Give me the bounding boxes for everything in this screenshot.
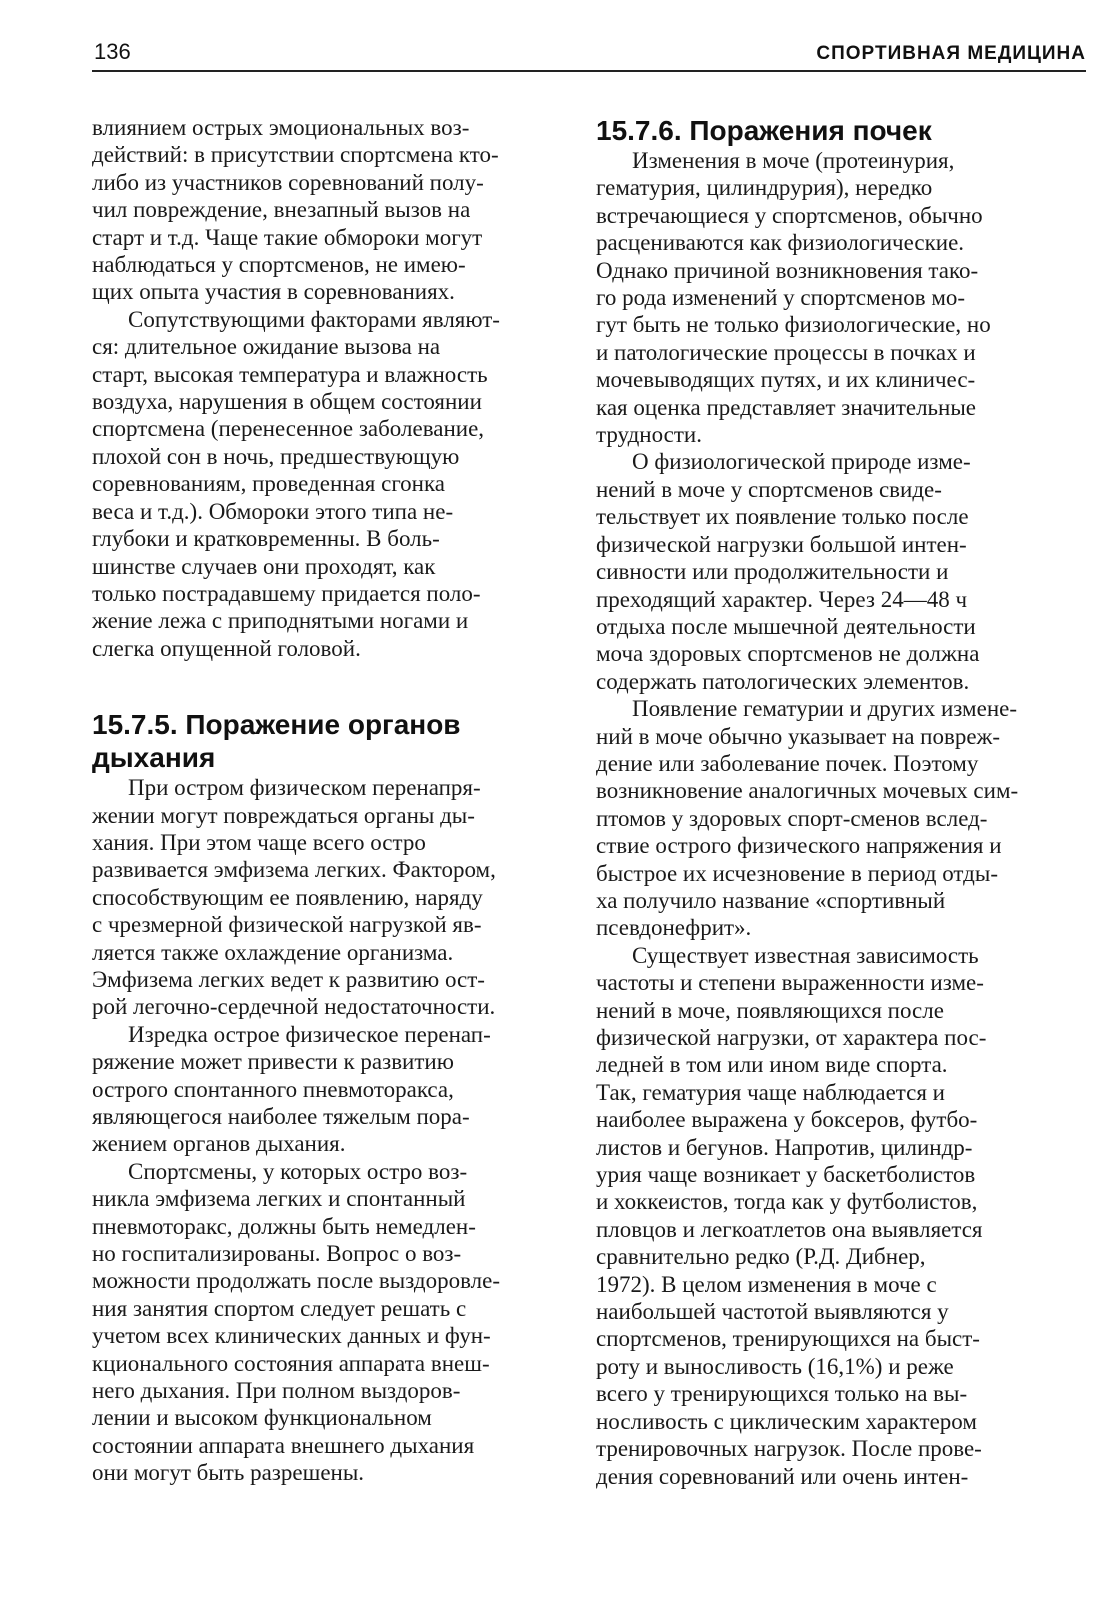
right-column (596, 114, 1058, 1490)
running-title: СПОРТИВНАЯ МЕДИЦИНА (816, 43, 1086, 64)
header-divider (92, 70, 1086, 72)
section-heading-kidney: 15.7.6. Поражения почек (596, 115, 932, 146)
paragraph: Изменения в моче (протеинурия, гематурия, цилиндрурия), нередко встречающиеся у спортсменов, обычно расцениваются как физиологические. Однако причиной возникновения тако- го рода изменений у спортсменов мо- гут быть не только физиологические, но и патологические процессы в почках и мочевыводящих путях, и их клиничес- кая оценка представляет значительные трудности. (596, 148, 991, 448)
left-column (92, 114, 550, 1487)
paragraph: влиянием острых эмоциональных воз- действий: в присутствии спортсмена кто- либо из участников соревнований полу- чил повреждение, внезапный вызов на старт и т.д. Чаще такие обмороки могут наблюдаться у спортсменов, не имею- щих опыта участия в соревнованиях. (92, 115, 499, 305)
paragraph: Появление гематурии и других измене- ний в моче обычно указывает на повреж- дение или заболевание почек. Поэтому возникновение аналогичных мочевых сим- птомов у здоровых спорт-сменов вслед- ствие острого физического напряжения и быстрое их исчезновение в период отды- ха получило название «спортивный псевдонефрит». (596, 696, 1019, 941)
paragraph: Изредка острое физическое перенап- ряжение может привести к развитию острого спонтанного пневмоторакса, являющегося наиболее тяжелым пора- жением органов дыхания. (92, 1021, 491, 1157)
paragraph: Существует известная зависимость частоты и степени выраженности изме- нений в моче, появляющихся после физической нагрузки, от характера пос- ледней в том или ином виде спорта. Так, гематурия чаще наблюдается и наиболее выражена у боксеров, футбо- листов и бегунов. Напротив, цилиндр- урия чаще возникает у баскетболистов и хоккеистов, тогда как у футболистов, пловцов и легкоатлетов она выявляется сравнительно редко (Р.Д. Дибнер, 1972). В целом изменения в моче с наибольшей частотой выявляются у спортсменов, тренирующихся на быст- роту и выносливость (16,1%) и реже всего у тренирующихся только на вы- носливость с циклическим характером тренировочных нагрузок. После прове- дения соревнований или очень интен- (596, 942, 987, 1489)
paragraph: О физиологической природе изме- нений в моче у спортсменов свиде- тельствует их появление только после физической нагрузки большой интен- сивности или продолжительности и преходящий характер. Через 24—48 ч отдыха после мышечной деятельности моча здоровых спортсменов не должна содержать патологических элементов. (596, 449, 980, 694)
paragraph: При остром физическом перенапря- жении могут повреждаться органы ды- хания. При этом чаще всего остро развивается эмфизема легких. Фактором, способствующим ее появлению, наряду с чрезмерной физической нагрузкой яв- ляется также охлаждение организма. Эмфизема легких ведет к развитию ост- рой легочно-сердечной недостаточности. (92, 775, 496, 1020)
paragraph: Спортсмены, у которых остро воз- никла эмфизема легких и спонтанный пневмоторакс, должны быть немедлен- но госпитализированы. Вопрос о воз- можности продолжать после выздоровле- ния занятия спортом следует решать с учетом всех клинических данных и фун- кционального состояния аппарата внеш- него дыхания. При полном выздоров- лении и высоком функциональном состоянии аппарата внешнего дыхания они могут быть разрешены. (92, 1158, 501, 1486)
spacer (92, 662, 550, 708)
page-number: 136 (94, 39, 131, 64)
paragraph: Сопутствующими факторами являют- ся: длительное ожидание вызова на старт, высокая температура и влажность воздуха, нарушения в общем состоянии спортсмена (перенесенное заболевание, плохой сон в ночь, предшествующую соревнованиям, проведенная сгонка веса и т.д.). Обмороки этого типа не- глубоки и кратковременны. В боль- шинстве случаев они проходят, как только пострадавшему придается поло- жение лежа с приподнятыми ногами и слегка опущенной головой. (92, 306, 500, 661)
section-heading-respiratory: 15.7.5. Поражение органов дыхания (92, 709, 461, 774)
